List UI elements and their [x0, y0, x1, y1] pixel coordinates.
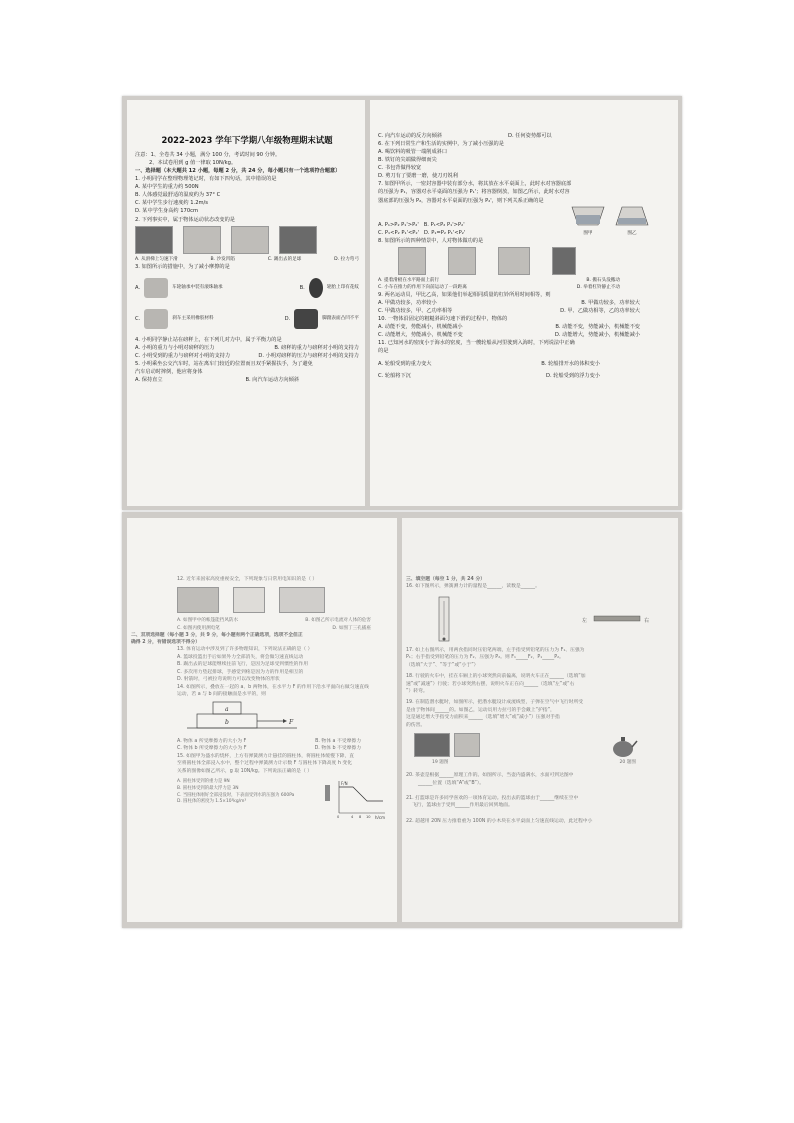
note-2: 2、本试卷用到 g 值一律取 10N/kg。 — [149, 160, 237, 167]
question-18-cont1: 速”或“减速”）行驶；若小球突然右摆，说明火车正在向______（选填“左”或“右 — [406, 681, 575, 687]
question-14: 14. 如图所示，叠放在一起的 a、b 两物体，在水平力 F 的作用下沿水平面向右做匀速直线 — [177, 684, 369, 690]
container-upright-figure — [570, 205, 606, 227]
electric-pen-figure — [279, 587, 325, 613]
q9-option-b: B. 甲做功较多，功率较大 — [581, 300, 640, 307]
archery-figure — [414, 733, 450, 757]
q3-option-c: 刹车主采用橡胶材料 — [172, 316, 214, 322]
stacked-blocks-figure — [187, 700, 297, 734]
container-figures — [570, 205, 650, 237]
pencil-press-figure — [582, 608, 652, 630]
q4-option-a: A. 小明的重力与小明对磅秤的压力 — [135, 344, 215, 351]
spring-scale-figure — [436, 595, 452, 643]
question-11: 11. 已知河水的密度小于海水的密度，当一艘轮船从河里驶到入海时，下列说法中正确 — [378, 340, 575, 347]
q11-option-b: B. 轮船排开水的体积变小 — [541, 360, 600, 367]
question-10: 10. 一物体沿固定的粗糙斜面匀速下滑的过程中，物体的 — [378, 316, 508, 323]
figure-jia-caption: 图甲 — [583, 230, 593, 236]
q8-caption-a: A. 提着滑板在水平路面上前行 — [378, 277, 440, 283]
skateboard-figure — [398, 247, 426, 275]
graph-tick-4: 4 — [351, 814, 354, 819]
q11-option-c: C. 轮船将下沉 — [378, 372, 411, 379]
finger-guard-figure — [454, 733, 480, 757]
question-20-cont: ______位置（选填“A”或“B”）。 — [418, 780, 485, 786]
q11-option-d: D. 轮船受到的浮力变小 — [546, 372, 600, 379]
q9-option-c: C. 甲做功较多，甲、乙功率相等 — [378, 308, 453, 315]
q15-option-a: A. 圆柱体受到的重力是 9N — [177, 778, 230, 784]
pedal-icon — [294, 309, 318, 329]
q2-caption-d: D. 拉力弯弓 — [334, 256, 359, 262]
question-4: 4. 小明同学静止站在磅秤上，在下列几对力中，属于平衡力的是 — [135, 336, 282, 343]
question-14-cont: 运动，若 a 与 b 间的接触面是水平的，则 — [177, 692, 266, 698]
q11-option-a: A. 轮船受到的重力变大 — [378, 360, 432, 367]
q19-figure-caption: 19 题图 — [432, 760, 449, 766]
note-1: 注意：1、全卷共 34 小题，满分 100 分，考试时间 90 分钟。 — [135, 152, 281, 159]
q10-option-d: D. 动能增大，势能减小，机械能减小 — [554, 332, 640, 339]
question-7-cont2: 器底部的压强为 P₂，容器对水平桌面的压强为 P₂'，则下列关系正确的是 — [378, 197, 544, 204]
question-7: 7. 如图甲所示，一密封容器中装有部分水，将其放在水平桌面上，此时水对容器底部 — [378, 181, 572, 188]
question-11-cont: 的是 — [378, 348, 389, 355]
q3-option-a: 车轮轴承中装有滚珠轴承 — [172, 285, 223, 291]
q12-caption-b: B. 如图乙所示电流对人体的危害 — [305, 618, 371, 624]
question-6: 6. 在下列日常生产和生活的实例中，为了减小压强的是 — [378, 141, 504, 148]
q4-option-d: D. 小明对磅秤的压力与磅秤对小明的支持力 — [258, 352, 359, 359]
left-hand-label: 左 — [582, 617, 588, 624]
bearing-icon — [144, 278, 168, 298]
question-18-cont2: ”）转弯。 — [406, 688, 428, 694]
q13-option-d: D. 射箭时，弓被拉弯说明力可以改变物体的形状 — [177, 677, 280, 683]
question-16: 16. 如下图所示，弹簧测力计的量程是______，读数是______。 — [406, 584, 540, 590]
q2-figures — [135, 226, 359, 254]
q14-option-b: B. 物体 a 不受摩擦力 — [315, 738, 361, 744]
slide-figure — [135, 226, 173, 254]
block-b-label: b — [225, 719, 229, 727]
force-f-label: F — [289, 719, 294, 727]
current-figure — [233, 587, 265, 613]
sofa-figure — [183, 226, 221, 254]
q10-option-c: C. 动能增大，势能减小，机械能不变 — [378, 332, 463, 339]
q15-option-b: B. 圆柱体受到的最大浮力是 3N — [177, 785, 239, 791]
q6-option-d: D. 剪刀有了要磨一磨，使刀刃锐利 — [378, 173, 458, 180]
q2-captions — [135, 256, 359, 263]
q8-figures — [378, 247, 670, 275]
question-12: 12. 近年来国家高度重视安全，下列现象与日常用电知识的是（ ） — [177, 577, 318, 582]
tire-icon — [309, 278, 323, 298]
q1-option-c: C. 某中学生步行速度约 1.2m/s — [135, 200, 209, 207]
q7-option-d: D. P₁=P₂ P₁'<P₂' — [423, 229, 466, 236]
graph-tick-0: 0 — [337, 814, 340, 819]
q5-option-a: A. 保持直立 — [135, 377, 163, 384]
q7-option-b: B. P₁<P₂ P₁'>P₂' — [423, 221, 465, 228]
q15-option-c: C. 当圆柱体刚好全部浸没时，下表面受到水的压强为 600Pa — [177, 792, 295, 798]
question-5: 5. 小明乘坐公交汽车时，站在离车门较近的位置而且双手紧握扶手，为了避免 — [135, 360, 313, 367]
question-21-cont: 飞行，篮球由于受到______作用最后回到地面。 — [412, 803, 513, 809]
q3-option-b: 轮胎上印有花纹 — [326, 285, 359, 291]
background-sheet-edge — [680, 560, 682, 920]
question-19-cont2: 这是通过增大手指受力面积来______（选填“增大”或“减小”）压强对手指 — [406, 715, 560, 721]
question-3: 3. 如图所示的措施中，为了减小摩擦的是 — [135, 263, 230, 270]
q8-caption-d: D. 举着杠铃静止不动 — [576, 284, 620, 290]
q1-option-b: B. 人体感觉最舒适的温度约为 37° C — [135, 192, 221, 199]
q3-row-1 — [135, 274, 359, 302]
exam-page-top-right — [370, 100, 678, 506]
q2-caption-b: B. 沙发凹陷 — [210, 256, 235, 262]
question-20: 20. 茶壶是根据______原理工作的。如图所示，当壶内盛满水，水面可到达图中 — [406, 773, 574, 779]
q9-option-d: D. 甲、乙做功相等，乙的功率较大 — [560, 308, 640, 315]
exam-page-bottom-right — [402, 518, 678, 922]
stone-figure — [448, 247, 476, 275]
q14-option-a: A. 物体 a 所受摩擦力的大小为 F — [177, 738, 247, 744]
block-a-label: a — [225, 706, 229, 714]
exam-title: 2022–2023 学年下学期八年级物理期末试题 — [161, 135, 333, 145]
q6-option-b: B. 铁钉的尖端做得细而尖 — [378, 157, 437, 164]
q13-option-b: B. 踢出去的足球能继续往前飞行，是因为足球受到惯性的作用 — [177, 662, 309, 668]
q10-option-b: B. 动能不变，势能减小，机械能不变 — [555, 324, 640, 331]
question-19-cont1: 是由于物体间______的。如图乙，运动员用力拉弓的手会戴上“护指”， — [406, 707, 555, 713]
question-17: 17. 如上右图所示，用两食指同时压铅笔两端，左手指受到铅笔的压力为 F₁、压强为 — [406, 647, 585, 653]
question-18: 18. 行驶的火车中，挂在车厢上的小球突然向前偏离，说明火车正在______（选填“加 — [406, 674, 586, 680]
q2-caption-c: C. 踢出去的足球 — [267, 256, 302, 262]
question-9: 9. 两名运动员，甲比乙高，如果他们举起相同质量的杠铃所用时间相等，则 — [378, 292, 551, 299]
question-19-cont3: 的伤害。 — [406, 722, 426, 728]
q3-letter-c: C. — [135, 315, 141, 322]
right-hand-label: 右 — [644, 617, 650, 624]
container-inverted-figure — [614, 205, 650, 227]
q9-option-a: A. 甲做功较多，功率较小 — [378, 300, 437, 307]
q13-option-a: A. 篮球投篮出手后如果外力全部消失，将会做匀速直线运动 — [177, 654, 304, 660]
q8-caption-b: B. 搬石头没搬动 — [586, 277, 620, 283]
q14-option-d: D. 物体 b 不受摩擦力 — [314, 746, 361, 752]
q20-figure-caption: 20 题图 — [619, 760, 636, 766]
exam-page-top-left — [127, 100, 365, 506]
q3-letter-b: B. — [299, 284, 305, 291]
q6-option-c: C. 书包背做得较宽 — [378, 165, 422, 172]
q5-option-b: B. 向汽车运动方向倾斜 — [245, 377, 299, 384]
section-3-heading: 三、填空题（每空 1 分，共 24 分） — [406, 577, 486, 582]
graph-tick-10: 10 — [366, 814, 371, 819]
exam-page-bottom-left — [127, 518, 397, 922]
section-1-heading: 一、选择题（本大题共 12 小题，每题 2 分，共 24 分，每小题只有一个选项符合题意） — [135, 168, 341, 175]
graph-tick-8: 8 — [359, 814, 362, 819]
section-2-heading: 二、双项选择题（每小题 3 分，共 9 分，每小题有两个正确选项，选项不全但正 — [131, 632, 303, 638]
section-2-heading-cont: 确得 2 分，有错误选项不得分） — [131, 640, 201, 646]
graph-y-label: F/N — [341, 780, 348, 786]
q3-option-d: 脚蹬表面凸凹不平 — [322, 316, 359, 322]
force-height-graph — [323, 779, 387, 819]
question-17-cont2: （选填“大于”、“等于”或“小于”） — [406, 662, 479, 668]
q5-option-c: C. 向汽车运动的反方向倾斜 — [378, 133, 442, 139]
question-7-cont1: 的压强为 P₁，容器对水平桌面的压强为 P₁'；将容器倒放，如图乙所示，此时水对容 — [378, 189, 570, 196]
question-2: 2. 下列事实中，属于物体运动状态改变的是 — [135, 216, 235, 223]
q12-caption-d: D. 如图丁三孔插座 — [332, 625, 371, 631]
q2-caption-a: A. 从滑梯上匀速下滑 — [135, 256, 178, 262]
q3-letter-a: A. — [135, 284, 141, 291]
cart-figure — [498, 247, 530, 275]
q1-option-a: A. 某中学生的重力约 500N — [135, 184, 199, 191]
barbell-figure — [552, 247, 576, 275]
q5-option-d: D. 任何姿势都可以 — [508, 133, 552, 139]
question-8: 8. 如图所示的四种情景中，人对物体做功的是 — [378, 237, 484, 244]
figure-yi-caption: 图乙 — [627, 230, 637, 236]
question-21: 21. 打篮球是许多同学喜欢的一项体育运动。投出去的篮球由于______继续在空中 — [406, 796, 579, 802]
q15-option-d: D. 圆柱体的密度为 1.5×10³kg/m³ — [177, 799, 247, 805]
question-5-cont: 汽车启动时摔倒，他应将身体 — [135, 369, 203, 375]
q7-option-a: A. P₁>P₂ P₁'>P₂' — [378, 221, 419, 228]
question-15: 15. 如图甲为盛水的烧杯，上方有弹簧测力计悬挂的圆柱体，将圆柱体缓慢下降，直 — [177, 753, 355, 759]
bow-figure — [279, 226, 317, 254]
question-22: 22. 超越用 20N 压力推着重为 100N 的小木块在水平桌面上匀速直线运动，此过程中小 — [406, 818, 593, 824]
q14-option-c: C. 物体 b 所受摩擦力的大小为 F — [177, 746, 247, 752]
q3-letter-d: D. — [284, 315, 291, 322]
question-15-cont1: 至将圆柱体全部浸入水中，整个过程中弹簧测力计示数 F 与圆柱体下降高度 h 变化 — [177, 761, 352, 767]
question-17-cont1: P₁；右手指受到铅笔的压力为 F₂、压强为 P₂。则 F₁_____F₂，P₁_____P₂。 — [406, 655, 564, 661]
q6-option-a: A. 喝饮料的吸管一端削成斜口 — [378, 149, 448, 156]
question-1: 1. 小明同学在整理物理笔记时，有如下四句话，其中错误的是 — [135, 176, 277, 183]
q4-option-c: C. 小明受到的重力与磅秤对小明的支持力 — [135, 352, 231, 359]
brake-icon — [144, 309, 168, 329]
tent-figure — [177, 587, 219, 613]
teapot-figure — [608, 733, 638, 759]
question-13: 13. 体育运动中涉及到了许多物理知识，下列说法正确的是（ ） — [177, 647, 313, 653]
q1-option-d: D. 某中学生身高约 170cm — [135, 208, 199, 215]
q3-row-2 — [135, 305, 359, 333]
q8-caption-c: C. 小车在推力的作用下向前运动了一段距离 — [378, 284, 467, 290]
question-19: 19. 在制造潜水艇时，如图所示，把潜水艇设计成流线型，子弹在空气中飞行时所受 — [406, 700, 584, 706]
q12-caption-a: A. 如图甲中的帐篷能挡风防水 — [177, 618, 239, 624]
football-figure — [231, 226, 269, 254]
q12-figures — [177, 587, 391, 613]
q7-option-c: C. P₁<P₂ P₁'<P₂' — [378, 229, 419, 236]
q13-option-c: C. 多次用力垫起排球，手感觉到疼是因为力的作用是相互的 — [177, 669, 304, 675]
q12-caption-c: C. 如图丙使用测电笔 — [177, 625, 220, 631]
graph-x-label: h/cm — [375, 814, 385, 819]
question-15-cont2: 关系的图像如图乙所示，g 取 10N/kg。下列说法正确的是（ ） — [177, 768, 313, 774]
q10-option-a: A. 动能不变，势能减小，机械能减小 — [378, 324, 463, 331]
q4-option-b: B. 磅秤的重力与磅秤对小明的支持力 — [274, 344, 359, 351]
